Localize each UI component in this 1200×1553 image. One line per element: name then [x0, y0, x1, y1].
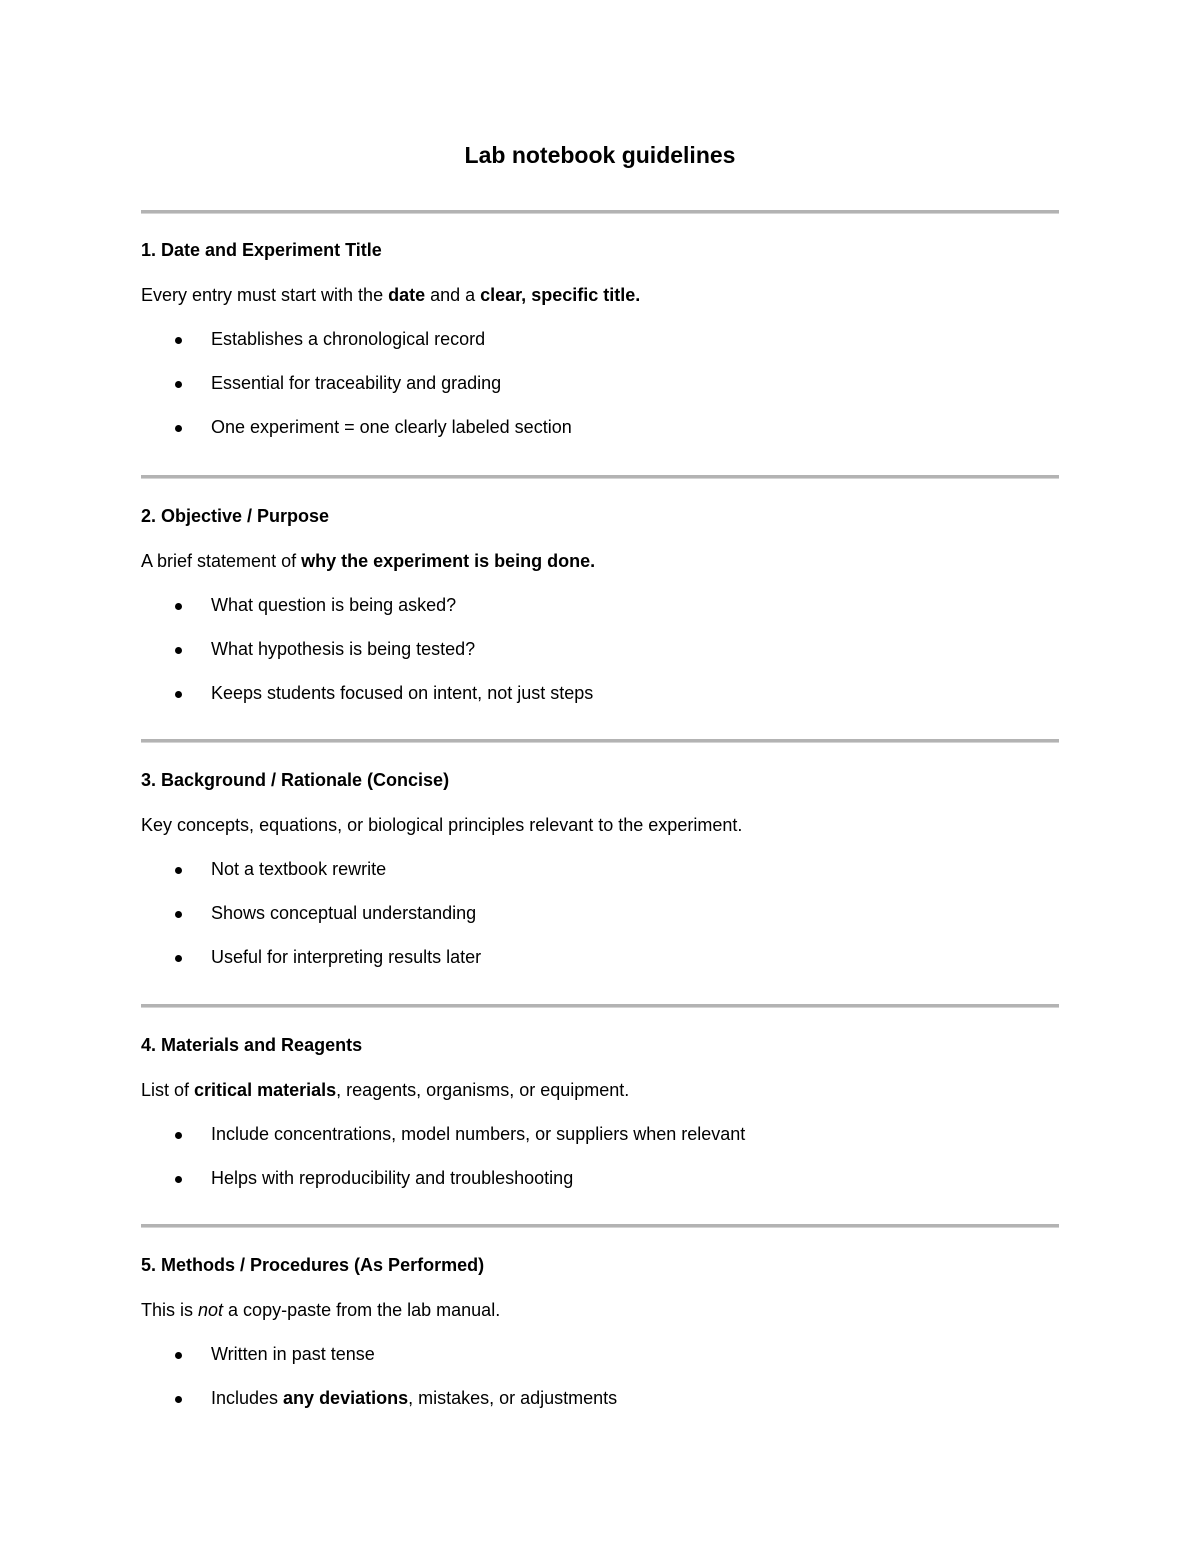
section-divider	[141, 739, 1059, 743]
list-item: Includes any deviations, mistakes, or adjustments	[141, 1386, 1059, 1410]
document-title: Lab notebook guidelines	[464, 142, 736, 168]
bullet-icon	[175, 425, 182, 432]
list-item: Keeps students focused on intent, not just steps	[141, 681, 1059, 705]
list-item: Written in past tense	[141, 1342, 1059, 1366]
bullet-icon	[175, 867, 182, 874]
section-divider	[141, 1004, 1059, 1008]
bullet-list	[141, 593, 1059, 705]
bullet-icon	[175, 337, 182, 344]
section-heading: 1. Date and Experiment Title	[141, 240, 382, 260]
section-heading: 3. Background / Rationale (Concise)	[141, 770, 450, 790]
section-intro: A brief statement of why the experiment is being done.	[141, 551, 596, 571]
bullet-icon	[175, 691, 182, 698]
list-item: Shows conceptual understanding	[141, 901, 1059, 925]
bullet-icon	[175, 1176, 182, 1183]
bullet-icon	[175, 381, 182, 388]
list-item: Helps with reproducibility and troubleshooting	[141, 1166, 1059, 1190]
section-background	[141, 768, 1059, 969]
list-item: One experiment = one clearly labeled section	[141, 415, 1059, 439]
bullet-list	[141, 1122, 1059, 1190]
bullet-icon	[175, 603, 182, 610]
section-methods	[141, 1253, 1059, 1410]
list-item: Include concentrations, model numbers, or suppliers when relevant	[141, 1122, 1059, 1146]
list-item: What question is being asked?	[141, 593, 1059, 617]
section-intro: List of critical materials, reagents, organisms, or equipment.	[141, 1080, 630, 1100]
bullet-icon	[175, 1352, 182, 1359]
bullet-list	[141, 857, 1059, 969]
bullet-icon	[175, 647, 182, 654]
section-heading: 5. Methods / Procedures (As Performed)	[141, 1255, 485, 1275]
list-item: Not a textbook rewrite	[141, 857, 1059, 881]
section-divider	[141, 210, 1059, 214]
section-materials	[141, 1033, 1059, 1190]
list-item: Essential for traceability and grading	[141, 371, 1059, 395]
list-item: What hypothesis is being tested?	[141, 637, 1059, 661]
section-intro: Key concepts, equations, or biological principles relevant to the experiment.	[141, 815, 743, 835]
section-intro: Every entry must start with the date and a clear, specific title.	[141, 285, 641, 305]
section-heading: 4. Materials and Reagents	[141, 1035, 363, 1055]
bullet-icon	[175, 1396, 182, 1403]
section-divider	[141, 475, 1059, 479]
bullet-list	[141, 327, 1059, 439]
section-date-title	[141, 238, 1059, 439]
bullet-list	[141, 1342, 1059, 1410]
list-item: Establishes a chronological record	[141, 327, 1059, 351]
section-intro: This is not a copy-paste from the lab manual.	[141, 1300, 501, 1320]
section-objective	[141, 504, 1059, 705]
bullet-icon	[175, 911, 182, 918]
bullet-icon	[175, 955, 182, 962]
bullet-icon	[175, 1132, 182, 1139]
list-item: Useful for interpreting results later	[141, 945, 1059, 969]
section-heading: 2. Objective / Purpose	[141, 506, 330, 526]
section-divider	[141, 1224, 1059, 1228]
